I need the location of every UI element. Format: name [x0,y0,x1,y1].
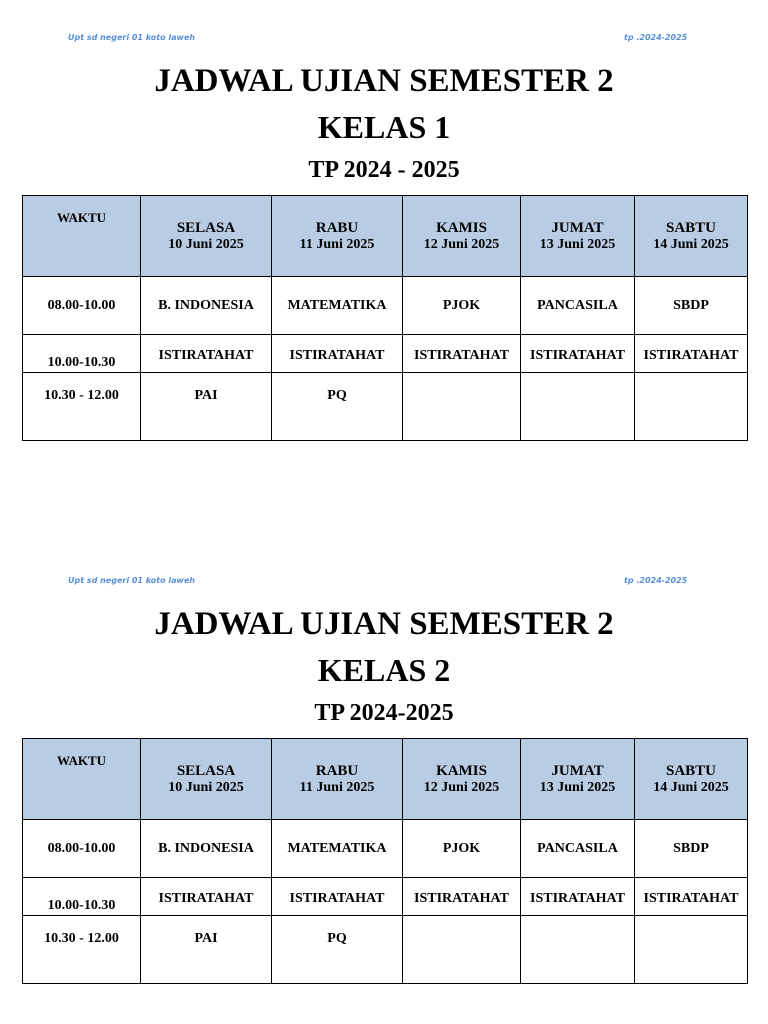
waktu-header: WAKTU [23,196,141,277]
day-name: KAMIS [436,219,487,236]
subject-cell: PJOK [403,820,521,878]
day-header [141,739,272,820]
page-title: JADWAL UJIAN SEMESTER 2 [154,63,614,99]
subject-cell [403,373,521,441]
break-cell: ISTIRATAHAT [272,878,403,916]
table-row [23,373,748,441]
time-cell: 10.30 - 12.00 [23,373,141,441]
break-cell: ISTIRATAHAT [403,878,521,916]
subject-cell [403,916,521,984]
day-header [635,739,748,820]
subject-cell: PJOK [403,277,521,335]
table-row [23,820,748,878]
day-name: SELASA [176,762,236,779]
day-date: 12 Juni 2025 [423,779,500,795]
break-cell: ISTIRATAHAT [521,878,635,916]
subject-cell [521,916,635,984]
day-date: 12 Juni 2025 [423,236,500,252]
table-header-row [23,739,748,820]
subject-cell: PANCASILA [521,820,635,878]
day-header [403,739,521,820]
year-header: tp .2024-2025 [624,576,688,585]
subject-cell: MATEMATIKA [272,820,403,878]
day-name: JUMAT [551,762,604,779]
day-header [272,196,403,277]
day-header [272,739,403,820]
break-cell: ISTIRATAHAT [141,335,272,373]
day-name: JUMAT [551,219,604,236]
day-header [635,196,748,277]
day-header [521,739,635,820]
subject-cell: PAI [141,373,272,441]
day-date: 13 Juni 2025 [539,236,616,252]
day-date: 13 Juni 2025 [539,779,616,795]
subject-cell: SBDP [635,820,748,878]
day-header [403,196,521,277]
time-cell: 10.00-10.30 [23,335,141,373]
table-row [23,277,748,335]
break-cell: ISTIRATAHAT [521,335,635,373]
time-cell: 10.30 - 12.00 [23,916,141,984]
school-year-title: TP 2024 - 2025 [308,157,460,183]
day-date: 10 Juni 2025 [168,236,244,252]
subject-cell: PQ [272,373,403,441]
class-title: KELAS 2 [317,652,451,688]
time-cell: 10.00-10.30 [23,878,141,916]
subject-cell [635,916,748,984]
exam-schedule-table [22,738,748,984]
subject-cell [635,373,748,441]
subject-cell: MATEMATIKA [272,277,403,335]
subject-cell: SBDP [635,277,748,335]
day-date: 14 Juni 2025 [653,779,729,795]
subject-cell: PANCASILA [521,277,635,335]
subject-cell: B. INDONESIA [141,820,272,878]
break-cell: ISTIRATAHAT [403,335,521,373]
break-cell: ISTIRATAHAT [635,335,748,373]
school-year-title: TP 2024-2025 [314,700,454,726]
day-date: 11 Juni 2025 [299,236,375,252]
table-row [23,916,748,984]
day-date: 11 Juni 2025 [299,779,375,795]
time-cell: 08.00-10.00 [23,277,141,335]
day-name: KAMIS [436,762,487,779]
day-header [521,196,635,277]
subject-cell: PQ [272,916,403,984]
page-title: JADWAL UJIAN SEMESTER 2 [154,606,614,642]
break-cell: ISTIRATAHAT [141,878,272,916]
subject-cell: B. INDONESIA [141,277,272,335]
table-row [23,878,748,916]
class-title: KELAS 1 [317,109,451,145]
day-header [141,196,272,277]
day-name: RABU [315,219,359,236]
subject-cell [521,373,635,441]
day-name: SABTU [665,219,717,236]
school-header: Upt sd negeri 01 koto laweh [68,576,196,585]
time-cell: 08.00-10.00 [23,820,141,878]
break-cell: ISTIRATAHAT [272,335,403,373]
year-header: tp .2024-2025 [624,33,688,42]
waktu-header: WAKTU [23,739,141,820]
break-cell: ISTIRATAHAT [635,878,748,916]
school-header: Upt sd negeri 01 koto laweh [68,33,196,42]
day-date: 14 Juni 2025 [653,236,729,252]
table-row [23,335,748,373]
subject-cell: PAI [141,916,272,984]
day-name: RABU [315,762,359,779]
day-name: SELASA [176,219,236,236]
day-date: 10 Juni 2025 [168,779,244,795]
table-header-row [23,196,748,277]
day-name: SABTU [665,762,717,779]
exam-schedule-table [22,195,748,441]
